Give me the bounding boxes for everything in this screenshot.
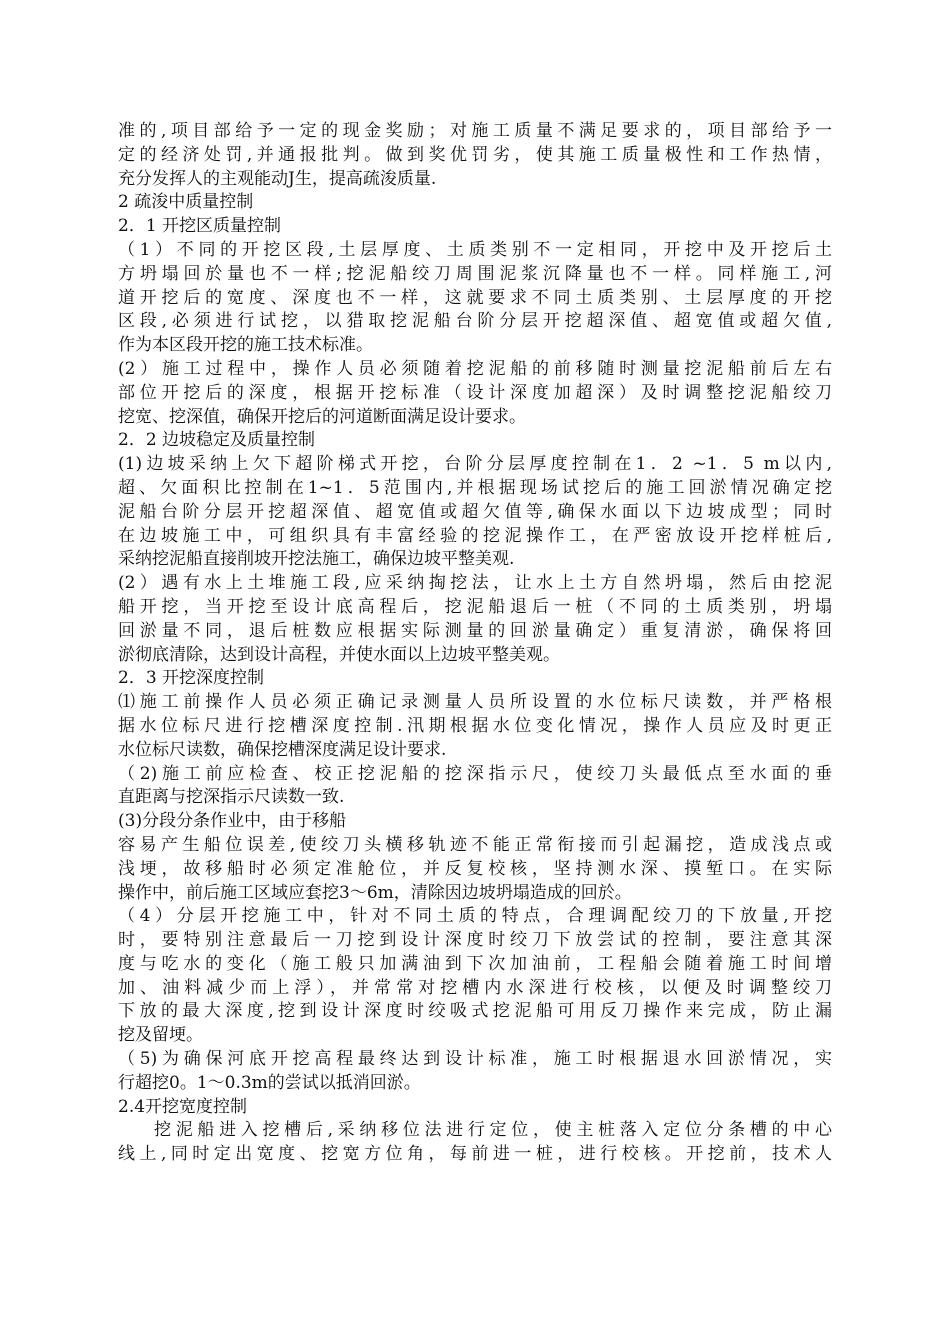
text-line: 超、欠面积比控制在1~1．5范围内,并根据现场试挖后的施工回淤情况确定挖: [118, 477, 832, 498]
text-line: 操作中，前后施工区域应套挖3～6m，清除因边坡坍塌造成的回於。: [118, 882, 632, 903]
text-line: 2．2 边坡稳定及质量控制: [118, 430, 316, 451]
text-line: 在边坡施工中，可组织具有丰富经验的挖泥操作工，在严密放设开挖样桩后,: [118, 525, 832, 546]
text-line: 泥船台阶分层开挖超深值、超宽值或超欠值等,确保水面以下边坡成型；同时: [118, 501, 832, 522]
text-line: 挖泥船进入挖槽后,采纳移位法进行定位，使主桩落入定位分条槽的中心: [154, 1120, 832, 1141]
text-line: 2.4开挖宽度控制: [118, 1096, 248, 1117]
text-line: 时，要特别注意最后一刀挖到设计深度时绞刀下放尝试的控制，要注意其深: [118, 930, 832, 951]
text-line: （4）分层开挖施工中，针对不同土质的特点，合理调配绞刀的下放量,开挖: [118, 906, 832, 927]
text-line: （2)施工前应检查、校正挖泥船的挖深指示尺，使绞刀头最低点至水面的垂: [118, 763, 832, 784]
text-line: 充分发挥人的主观能动J生，提高疏浚质量.: [118, 168, 437, 189]
text-line: 下放的最大深度,挖到设计深度时绞吸式挖泥船可用反刀操作来完成，防止漏: [118, 1001, 832, 1022]
text-line: 挖宽、挖深值，确保开挖后的河道断面满足设计要求。: [118, 406, 526, 427]
text-line: (2）施工过程中，操作人员必须随着挖泥船的前移随时测量挖泥船前后左右: [118, 358, 832, 379]
text-line: 淤彻底清除，达到设计高程，并使水面以上边坡平整美观。: [118, 644, 560, 665]
text-line: 加、油料减少而上浮），并常常对挖槽内水深进行校核，以便及时调整绞刀: [118, 977, 832, 998]
text-line: 线上,同时定出宽度、挖宽方位角，每前进一桩，进行校核。开挖前，技术人: [118, 1144, 832, 1165]
text-line: 回淤量不同，退后桩数应根据实际测量的回淤量确定）重复清淤，确保将回: [118, 620, 832, 641]
text-line: 采纳挖泥船直接削坡开挖法施工，确保边坡平整美观.: [118, 549, 515, 570]
text-line: 行超挖0。1～0.3m的尝试以抵消回淤。: [118, 1072, 421, 1093]
text-line: 浅埂，故移船时必须定准舱位，并反复校核，坚持测水深、摸堑口。在实际: [118, 858, 832, 879]
text-line: (1)边坡采纳上欠下超阶梯式开挖，台阶分层厚度控制在1．2 ~1．5 m以内,: [118, 454, 832, 475]
text-line: 2 疏浚中质量控制: [118, 192, 254, 213]
text-line: （5)为确保河底开挖高程最终达到设计标准，施工时根据退水回淤情况，实: [118, 1049, 832, 1070]
text-line: (2）遇有水上土堆施工段,应采纳掏挖法，让水上土方自然坍塌，然后由挖泥: [118, 573, 832, 594]
text-line: 道开挖后的宽度、深度也不一样，这就要求不同土质类别、土层厚度的开挖: [118, 287, 832, 308]
text-line: 定的经济处罚,并通报批判。做到奖优罚劣，使其施工质量极性和工作热情，: [118, 144, 832, 165]
text-line: 2．3 开挖深度控制: [118, 668, 265, 689]
text-line: 船开挖，当开挖至设计底高程后，挖泥船退后一桩（不同的土质类别，坍塌: [118, 596, 832, 617]
text-line: 作为本区段开挖的施工技术标准。: [118, 335, 373, 356]
text-line: 挖及留埂。: [118, 1025, 203, 1046]
text-line: (3)分段分条作业中，由于移船: [118, 811, 347, 832]
text-line: 准的,项目部给予一定的现金奖励；对施工质量不满足要求的，项目部给予一: [118, 121, 832, 141]
text-line: 直距离与挖深指示尺读数一致.: [118, 787, 345, 808]
text-line: 区段,必须进行试挖，以猎取挖泥船台阶分层开挖超深值、超宽值或超欠值,: [118, 311, 832, 332]
text-line: （1）不同的开挖区段,土层厚度、土质类别不一定相同，开挖中及开挖后土: [118, 239, 832, 260]
text-line: 据水位标尺进行挖槽深度控制.汛期根据水位变化情况，操作人员应及时更正: [118, 715, 832, 736]
text-line: 方坍塌回於量也不一样;挖泥船绞刀周围泥浆沉降量也不一样。同样施工,河: [118, 263, 832, 284]
text-line: 容易产生船位误差,使绞刀头横移轨迹不能正常衔接而引起漏挖，造成浅点或: [118, 834, 832, 855]
text-line: 部位开挖后的深度，根据开挖标准（设计深度加超深）及时调整挖泥船绞刀: [118, 382, 832, 403]
text-line: 2．1 开挖区质量控制: [118, 216, 282, 237]
text-line: 水位标尺读数，确保挖槽深度满足设计要求.: [118, 739, 447, 760]
text-line: ⑴施工前操作人员必须正确记录测量人员所设置的水位标尺读数，并严格根: [118, 692, 832, 713]
document-page: [118, 120, 832, 1167]
text-line: 度与吃水的变化（施工般只加满油到下次加油前，工程船会随着施工时间增: [118, 953, 832, 974]
